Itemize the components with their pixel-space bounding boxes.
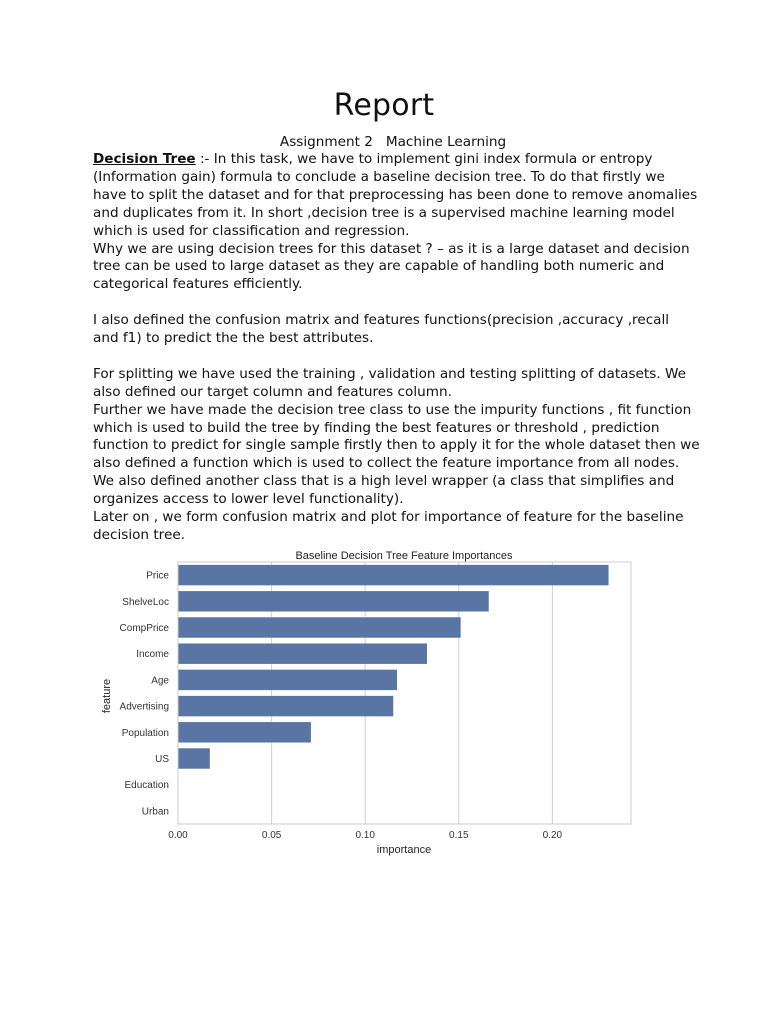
y-tick-label: Age [151, 675, 169, 687]
paragraph-line: Further we have made the decision tree class to use the impurity functions , fit function [93, 401, 692, 418]
paragraph-line: also defined a function which is used to collect the feature importance from all nodes. [93, 455, 680, 472]
paragraph-line: and duplicates from it. In short ,decision tree is a supervised machine learning model [93, 204, 675, 221]
x-tick-label: 0.10 [355, 830, 375, 841]
page-subtitle: Assignment 2 Machine Learning [279, 134, 507, 150]
y-tick-label: Urban [141, 806, 169, 818]
bar-price [178, 565, 609, 585]
y-axis-label: feature [101, 678, 113, 714]
report-body [93, 151, 700, 545]
paragraph-line: We also defined another class that is a high level wrapper (a class that simplifies and [93, 473, 675, 490]
paragraph-line [93, 151, 693, 169]
paragraph-line: decision tree. [93, 527, 186, 543]
page-title: Report [333, 88, 435, 123]
paragraph-line: organizes access to lower level functionality). [93, 491, 404, 508]
paragraph-line: function to predict for single sample firstly then to apply it for the whole dataset then we [93, 437, 700, 454]
y-tick-labels [120, 571, 170, 818]
decision-tree-heading: Decision Tree [93, 151, 196, 167]
bar-shelveloc [178, 591, 489, 611]
x-tick-label: 0.15 [449, 830, 469, 841]
chart-svg [96, 544, 640, 860]
paragraph-line: For splitting we have used the training , validation and testing splitting of datasets. We [93, 365, 686, 382]
paragraph-line: categorical features efficiently. [93, 276, 303, 293]
feature-importance-chart [96, 544, 640, 860]
bar-compprice [178, 617, 461, 637]
x-tick-label: 0.05 [261, 830, 282, 841]
paragraph-line: I also defined the confusion matrix and features functions(precision ,accuracy ,recall [93, 312, 670, 329]
y-tick-label: Education [124, 780, 169, 792]
paragraph-line: which is used to build the tree by finding the best features or threshold , prediction [93, 419, 660, 436]
y-tick-label: Income [136, 649, 169, 661]
paragraph-line: and f1) to predict the the best attributes. [93, 330, 374, 347]
paragraph-spacer [93, 294, 693, 312]
y-tick-label: Advertising [119, 701, 169, 713]
paragraph-line: (Information gain) formula to conclude a baseline decision tree. To do that firstly we [93, 168, 665, 185]
x-tick-label: 0.00 [168, 830, 188, 841]
bars [178, 565, 609, 769]
y-tick-label: ShelveLoc [122, 596, 169, 608]
x-tick-label: 0.20 [542, 830, 563, 841]
y-tick-label: US [155, 754, 169, 765]
paragraph-line: tree can be used to large dataset as they are capable of handling both numeric and [93, 258, 665, 275]
y-tick-label: Population [121, 727, 169, 739]
chart-title: Baseline Decision Tree Feature Importances [295, 550, 513, 562]
paragraph-line: have to split the dataset and for that preprocessing has been done to remove anomalies [93, 186, 698, 203]
y-tick-label: CompPrice [119, 623, 169, 634]
x-tick-labels [168, 830, 562, 841]
bar-us [178, 748, 210, 768]
bar-age [178, 670, 397, 690]
bar-income [178, 643, 427, 663]
bar-advertising [178, 696, 393, 716]
paragraph-line: also defined our target column and features column. [93, 383, 452, 400]
x-axis-label: importance [376, 844, 432, 856]
paragraph-line: Later on , we form confusion matrix and plot for importance of feature for the baseline [93, 509, 684, 526]
paragraph-line: which is used for classification and regression. [93, 222, 410, 239]
bar-population [178, 722, 311, 742]
y-tick-label: Price [146, 570, 169, 582]
paragraph-text: :- In this task, we have to implement gini index formula or entropy [195, 151, 653, 167]
paragraph-line: Why we are using decision trees for this dataset ? – as it is a large dataset and decision [93, 240, 690, 257]
paragraph-spacer [93, 348, 693, 366]
